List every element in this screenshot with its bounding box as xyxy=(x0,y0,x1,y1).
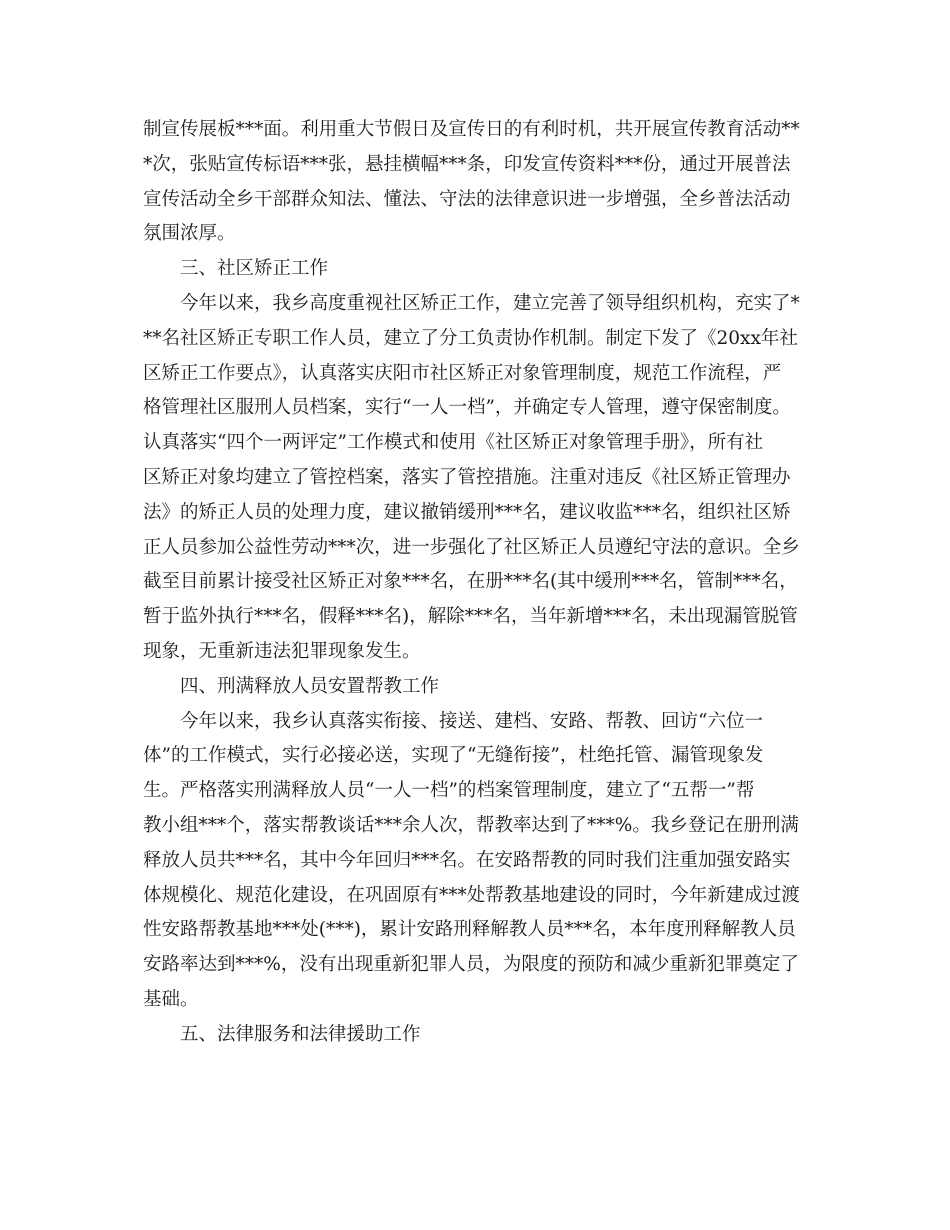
text-line: 生。严格落实刑满释放人员“一人一档”的档案管理制度，建立了“五帮一”帮 xyxy=(143,780,755,802)
section-heading: 三、社区矫正工作 xyxy=(180,258,329,280)
text-line: 制宣传展板***面。利用重大节假日及宣传日的有利时机，共开展宣传教育活动** xyxy=(143,119,800,140)
text-line: 氛围浓厚。 xyxy=(143,223,236,245)
text-line: 区矫正工作要点》，认真落实庆阳市社区矫正对象管理制度，规范工作流程，严 xyxy=(143,362,782,384)
text-line: 今年以来，我乡认真落实衔接、接送、建档、安路、帮教、回访“六位一 xyxy=(180,710,763,732)
document-body xyxy=(143,113,807,1053)
text-line: 认真落实“四个一两评定”工作模式和使用《社区矫正对象管理手册》，所有社 xyxy=(143,432,764,454)
text-line: 截至目前累计接受社区矫正对象***名，在册***名(其中缓刑***名，管制***名， xyxy=(143,571,798,593)
text-line: *次，张贴宣传标语***张，悬挂横幅***条，印发宣传资料***份，通过开展普法 xyxy=(143,153,791,175)
text-line: 教小组***个，落实帮教谈话***余人次，帮教率达到了***%。我乡登记在册刑满 xyxy=(143,814,799,836)
text-line: 体”的工作模式，实行必接必送，实现了“无缝衔接”，杜绝托管、漏管现象发 xyxy=(143,745,764,767)
section-heading: 四、刑满释放人员安置帮教工作 xyxy=(180,675,440,697)
text-line: 释放人员共***名，其中今年回归***名。在安路帮教的同时我们注重加强安路实 xyxy=(143,849,791,871)
text-line: 正人员参加公益性劳动***次，进一步强化了社区矫正人员遵纪守法的意识。全乡 xyxy=(143,536,800,558)
text-line: 安路率达到***%，没有出现重新犯罪人员，为限度的预防和减少重新犯罪奠定了 xyxy=(143,954,799,976)
text-line: 今年以来，我乡高度重视社区矫正工作，建立完善了领导组织机构，充实了* xyxy=(180,292,800,314)
text-line: 现象，无重新违法犯罪现象发生。 xyxy=(143,640,421,662)
text-line: 性安路帮教基地***处(***)，累计安路刑释解教人员***名，本年度刑释解教人员 xyxy=(143,919,796,941)
text-line: 法》的矫正人员的处理力度，建议撤销缓刑***名，建议收监***名，组织社区矫 xyxy=(143,501,791,523)
text-line: 格管理社区服刑人员档案，实行“一人一档”，并确定专人管理，遵守保密制度。 xyxy=(143,397,791,419)
text-line: 宣传活动全乡干部群众知法、懂法、守法的法律意识进一步增强，全乡普法活动 xyxy=(143,188,791,210)
text-line: **名社区矫正专职工作人员，建立了分工负责协作机制。制定下发了《20xx年社 xyxy=(143,327,798,349)
text-line: 暂于监外执行***名，假释***名)，解除***名，当年新增***名，未出现漏管脱管 xyxy=(143,606,798,628)
text-line: 区矫正对象均建立了管控档案，落实了管控措施。注重对违反《社区矫正管理办 xyxy=(143,466,791,488)
text-line: 体规模化、规范化建设，在巩固原有***处帮教基地建设的同时，今年新建成过渡 xyxy=(143,884,800,906)
text-line: 基础。 xyxy=(143,988,199,1010)
section-heading: 五、法律服务和法律援助工作 xyxy=(180,1023,421,1045)
